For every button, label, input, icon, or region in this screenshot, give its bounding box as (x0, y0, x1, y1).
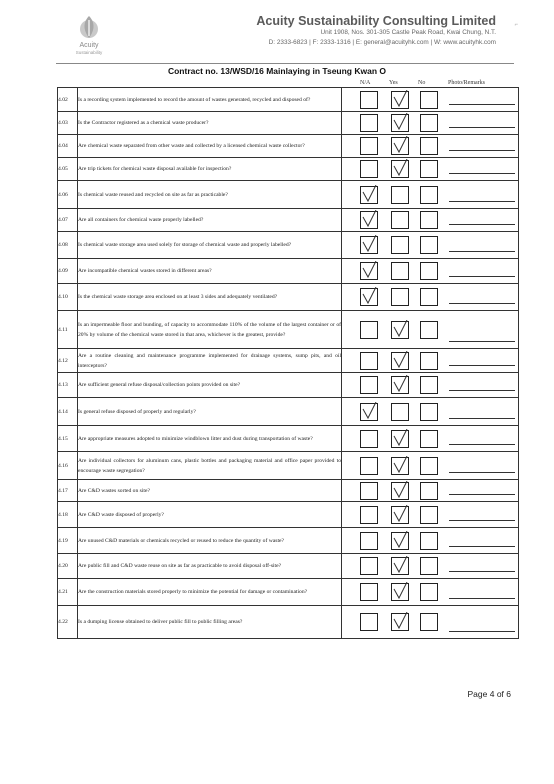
checkbox-no[interactable] (420, 557, 438, 575)
remarks-line[interactable] (449, 472, 515, 473)
checkbox-yes[interactable] (391, 160, 409, 178)
checkmark-icon (393, 481, 408, 499)
item-question: Are individual collectors for aluminum cans, plastic bottles and packaging material and office paper provided to encourage waste segregation? (78, 452, 342, 480)
checkbox-yes[interactable] (391, 352, 409, 370)
item-question: Is a dumping license obtained to deliver public fill to public filling areas? (78, 606, 342, 639)
checklist-row (58, 135, 519, 158)
checkmark-icon (393, 505, 408, 523)
answer-cell (342, 349, 519, 373)
answer-cell (342, 112, 519, 135)
checkbox-yes[interactable] (391, 288, 409, 306)
checklist-row (58, 554, 519, 579)
checkbox-yes[interactable] (391, 321, 409, 339)
checkmark-icon (393, 429, 408, 447)
remarks-line[interactable] (449, 571, 515, 572)
answer-cell (342, 579, 519, 606)
item-number: 4.16 (58, 452, 78, 480)
answer-cell (342, 398, 519, 426)
checkmark-icon (362, 185, 377, 203)
item-number: 4.08 (58, 232, 78, 259)
company-header (256, 14, 496, 48)
answer-cell (342, 232, 519, 259)
checklist-row (58, 528, 519, 554)
checklist-row (58, 209, 519, 232)
checkmark-icon (393, 90, 408, 108)
item-number: 4.18 (58, 502, 78, 528)
remarks-line[interactable] (449, 390, 515, 391)
checkbox-no[interactable] (420, 352, 438, 370)
answer-cell (342, 480, 519, 502)
checklist-row (58, 606, 519, 639)
item-question: Is general refuse disposed of properly and regularly? (78, 398, 342, 426)
company-contact: D: 2333-6823 | F: 2333-1316 | E: general@acuityhk.com | W: www.acuityhk.com (268, 39, 496, 46)
item-number: 4.20 (58, 554, 78, 579)
remarks-line[interactable] (449, 598, 515, 599)
checkbox-yes[interactable] (391, 482, 409, 500)
checkmark-icon (362, 210, 377, 228)
checkmark-icon (393, 320, 408, 338)
answer-cell (342, 259, 519, 284)
checkmark-icon (393, 556, 408, 574)
checkmark-icon (393, 375, 408, 393)
checkbox-no[interactable] (420, 321, 438, 339)
item-question: Are incompatible chemical wastes stored in different areas? (78, 259, 342, 284)
item-question: Are public fill and C&D waste reuse on site as far as practicable to avoid disposal off-site? (78, 554, 342, 579)
header-divider (56, 63, 514, 64)
checkbox-yes[interactable] (391, 91, 409, 109)
checkbox-na[interactable] (360, 321, 378, 339)
checkbox-yes[interactable] (391, 236, 409, 254)
checkbox-no[interactable] (420, 114, 438, 132)
checkbox-yes[interactable] (391, 583, 409, 601)
remarks-line[interactable] (449, 520, 515, 521)
checkbox-no[interactable] (420, 482, 438, 500)
item-question: Are trip tickets for chemical waste disposal available for inspection? (78, 158, 342, 181)
checkmark-icon (393, 159, 408, 177)
checkbox-yes[interactable] (391, 186, 409, 204)
remarks-line[interactable] (449, 418, 515, 419)
answer-cell (342, 426, 519, 452)
item-question: Is the Contractor registered as a chemical waste producer? (78, 112, 342, 135)
checkbox-no[interactable] (420, 160, 438, 178)
checklist-row (58, 259, 519, 284)
checklist-row (58, 311, 519, 349)
remarks-line[interactable] (449, 224, 515, 225)
checkbox-yes[interactable] (391, 613, 409, 631)
checklist-row (58, 232, 519, 259)
checklist-row (58, 88, 519, 112)
checklist-row (58, 373, 519, 398)
checkmark-icon (393, 612, 408, 630)
leaf-logo-icon (74, 12, 104, 42)
checkmark-icon (362, 235, 377, 253)
item-question: Are C&D waste disposed of properly? (78, 502, 342, 528)
item-number: 4.05 (58, 158, 78, 181)
checkmark-icon (362, 287, 377, 305)
checkbox-yes[interactable] (391, 532, 409, 550)
checkbox-na[interactable] (360, 211, 378, 229)
item-number: 4.03 (58, 112, 78, 135)
remarks-line[interactable] (449, 341, 515, 342)
checkbox-na[interactable] (360, 506, 378, 524)
item-question: Are C&D wastes sorted on site? (78, 480, 342, 502)
column-header-yes: Yes (389, 80, 398, 86)
checkmark-icon (393, 582, 408, 600)
checkbox-na[interactable] (360, 457, 378, 475)
checkbox-no[interactable] (420, 186, 438, 204)
item-question: Is a recording system implemented to record the amount of wastes generated, recycled and disposed of? (78, 88, 342, 112)
remarks-line[interactable] (449, 494, 515, 495)
checkbox-na[interactable] (360, 137, 378, 155)
column-header-remarks: Photo/Remarks (448, 80, 485, 86)
checkbox-na[interactable] (360, 557, 378, 575)
checklist-body (58, 88, 519, 639)
checkbox-na[interactable] (360, 114, 378, 132)
checkbox-no[interactable] (420, 137, 438, 155)
item-question: Are all containers for chemical waste properly labelled? (78, 209, 342, 232)
checkbox-na[interactable] (360, 430, 378, 448)
checkbox-na[interactable] (360, 482, 378, 500)
remarks-line[interactable] (449, 365, 515, 366)
answer-cell (342, 528, 519, 554)
checkmark-icon (393, 531, 408, 549)
checkbox-no[interactable] (420, 288, 438, 306)
remarks-line[interactable] (449, 546, 515, 547)
item-question: Are appropriate measures adopted to minimize windblown litter and dust during transportation of waste? (78, 426, 342, 452)
company-logo (62, 12, 116, 64)
checklist-row (58, 579, 519, 606)
checklist-row (58, 452, 519, 480)
checklist-table (57, 87, 519, 639)
remarks-line[interactable] (449, 276, 515, 277)
item-number: 4.13 (58, 373, 78, 398)
checkbox-yes[interactable] (391, 376, 409, 394)
checkbox-na[interactable] (360, 262, 378, 280)
checkmark-icon (393, 351, 408, 369)
checkbox-na[interactable] (360, 532, 378, 550)
answer-cell (342, 452, 519, 480)
checkbox-na[interactable] (360, 613, 378, 631)
item-number: 4.14 (58, 398, 78, 426)
item-number: 4.06 (58, 181, 78, 209)
checkbox-na[interactable] (360, 376, 378, 394)
remarks-line[interactable] (449, 631, 515, 632)
column-header-no: No (418, 80, 426, 86)
checkmark-icon (362, 402, 377, 420)
checkbox-yes[interactable] (391, 457, 409, 475)
answer-cell (342, 158, 519, 181)
checkbox-no[interactable] (420, 583, 438, 601)
checkbox-yes[interactable] (391, 430, 409, 448)
remarks-line[interactable] (449, 303, 515, 304)
checklist-row (58, 112, 519, 135)
checkbox-no[interactable] (420, 211, 438, 229)
remarks-line[interactable] (449, 201, 515, 202)
item-number: 4.09 (58, 259, 78, 284)
checklist-row (58, 480, 519, 502)
checkbox-na[interactable] (360, 186, 378, 204)
column-header-na: N/A (360, 80, 371, 86)
checkbox-no[interactable] (420, 430, 438, 448)
checkbox-na[interactable] (360, 91, 378, 109)
answer-cell (342, 181, 519, 209)
item-number: 4.11 (58, 311, 78, 349)
checkbox-no[interactable] (420, 613, 438, 631)
item-number: 4.15 (58, 426, 78, 452)
checkbox-yes[interactable] (391, 403, 409, 421)
item-question: Are unused C&D materials or chemicals recycled or reused to reduce the quantity of waste? (78, 528, 342, 554)
item-question: Are sufficient general refuse disposal/collection points provided on site? (78, 373, 342, 398)
logo-text: Acuity (79, 42, 99, 49)
checklist-row (58, 426, 519, 452)
checkbox-no[interactable] (420, 236, 438, 254)
checkbox-no[interactable] (420, 457, 438, 475)
checkbox-no[interactable] (420, 376, 438, 394)
checkbox-yes[interactable] (391, 211, 409, 229)
remarks-line[interactable] (449, 173, 515, 174)
checkbox-na[interactable] (360, 236, 378, 254)
item-question: Is the chemical waste storage area enclosed on at least 3 sides and adequately ventilated? (78, 284, 342, 311)
answer-cell (342, 373, 519, 398)
page-number: Page 4 of 6 (467, 689, 511, 699)
item-number: 4.04 (58, 135, 78, 158)
item-question: Are chemical waste separated from other waste and collected by a licensed chemical waste collector? (78, 135, 342, 158)
answer-cell (342, 135, 519, 158)
item-number: 4.17 (58, 480, 78, 502)
company-name: Acuity Sustainability Consulting Limited (256, 14, 496, 28)
item-question: Are a routine cleaning and maintenance programme implemented for drainage systems, sump pits, and oil interceptors? (78, 349, 342, 373)
checkmark-icon (362, 261, 377, 279)
checkmark-icon (393, 456, 408, 474)
checkbox-na[interactable] (360, 403, 378, 421)
checkbox-yes[interactable] (391, 506, 409, 524)
checklist-row (58, 349, 519, 373)
item-number: 4.22 (58, 606, 78, 639)
checkbox-no[interactable] (420, 532, 438, 550)
checkbox-yes[interactable] (391, 262, 409, 280)
answer-cell (342, 606, 519, 639)
checkbox-na[interactable] (360, 352, 378, 370)
checklist-row (58, 181, 519, 209)
checklist-row (58, 284, 519, 311)
contract-title: Contract no. 13/WSD/16 Mainlaying in Tseung Kwan O (167, 66, 387, 76)
item-question: Is chemical waste reused and recycled on site as far as practicable? (78, 181, 342, 209)
answer-cell (342, 284, 519, 311)
checkbox-yes[interactable] (391, 137, 409, 155)
remarks-line[interactable] (449, 104, 515, 105)
checkmark-icon (393, 136, 408, 154)
checkbox-no[interactable] (420, 403, 438, 421)
checklist-row (58, 398, 519, 426)
company-address: Unit 1908, Nos. 301-305 Castle Peak Road, Kwai Chung, N.T. (320, 29, 496, 36)
item-number: 4.07 (58, 209, 78, 232)
remarks-line[interactable] (449, 150, 515, 151)
item-number: 4.10 (58, 284, 78, 311)
item-number: 4.02 (58, 88, 78, 112)
item-number: 4.12 (58, 349, 78, 373)
answer-cell (342, 209, 519, 232)
answer-cell (342, 88, 519, 112)
checkbox-no[interactable] (420, 506, 438, 524)
answer-cell (342, 554, 519, 579)
checklist-row (58, 502, 519, 528)
item-number: 4.21 (58, 579, 78, 606)
checkbox-no[interactable] (420, 262, 438, 280)
checkbox-yes[interactable] (391, 114, 409, 132)
checkmark-icon (393, 113, 408, 131)
checkbox-na[interactable] (360, 288, 378, 306)
checkbox-no[interactable] (420, 91, 438, 109)
checklist-row (58, 158, 519, 181)
item-question: Is chemical waste storage area used solely for storage of chemical waste and properly labelled? (78, 232, 342, 259)
logo-subtext: Sustainability (75, 50, 103, 55)
remarks-line[interactable] (449, 251, 515, 252)
item-number: 4.19 (58, 528, 78, 554)
item-question: Are the construction materials stored properly to minimize the potential for damage or contamination? (78, 579, 342, 606)
checkbox-yes[interactable] (391, 557, 409, 575)
corner-mark-icon: ⌐ (514, 22, 518, 28)
checkbox-na[interactable] (360, 160, 378, 178)
remarks-line[interactable] (449, 444, 515, 445)
remarks-line[interactable] (449, 127, 515, 128)
item-question: Is an impermeable floor and bunding, of capacity to accommodate 110% of the volume of the largest container or of 20% by volume of the chemical waste stored in that area, whichever is the greatest, provide? (78, 311, 342, 349)
answer-cell (342, 502, 519, 528)
answer-cell (342, 311, 519, 349)
checkbox-na[interactable] (360, 583, 378, 601)
